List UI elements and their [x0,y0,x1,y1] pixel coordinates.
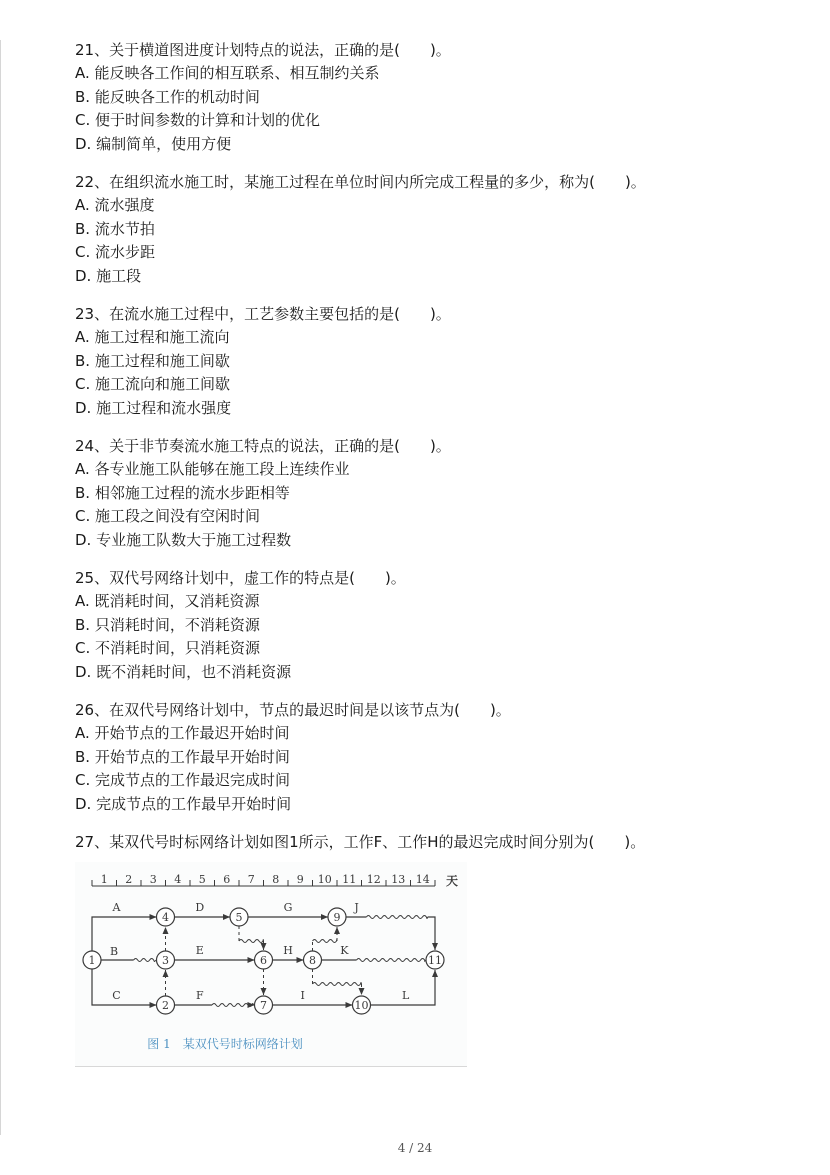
question-stem: 22、在组织流水施工时，某施工过程在单位时间内所完成工程量的多少，称为( )。 [75,173,646,191]
activity-b-float [134,959,156,962]
option-a: A. 能反映各工作间的相互联系、相互制约关系 [75,64,380,82]
activity-c-arrow [92,969,157,1005]
activity-label-l: L [401,989,410,1002]
activity-label-i: I [300,989,305,1002]
option-d: D. 既不消耗时间，也不消耗资源 [75,662,292,681]
time-scale-label: 3 [149,873,157,886]
dummy-8-10-float [313,983,362,986]
option-b: B. 相邻施工过程的流水步距相等 [75,483,290,502]
activity-label-b: B [110,945,119,958]
node-label-4: 4 [162,911,169,924]
activity-label-d: D [195,901,205,914]
option-c: C. 流水步距 [75,243,156,261]
question-22 [75,170,795,288]
time-unit-label: 天 [445,874,459,888]
option-d: D. 施工段 [75,266,142,285]
question-stem: 24、关于非节奏流水施工特点的说法，正确的是( )。 [75,437,451,455]
option-a: A. 流水强度 [75,196,155,214]
activity-label-c: C [112,989,121,1002]
time-scale-label: 7 [247,873,255,886]
option-a: A. 各专业施工队能够在施工段上连续作业 [75,460,350,478]
activity-a-arrow [92,917,157,951]
activity-label-f: F [195,989,204,1002]
question-23 [75,302,795,420]
figure-caption: 图 1 某双代号时标网络计划 [147,1037,303,1051]
activity-label-e: E [195,944,204,957]
activity-j-float [366,916,427,919]
time-scale-label: 4 [174,873,182,886]
activity-label-h: H [283,944,293,957]
option-c: C. 施工段之间没有空闲时间 [75,507,261,525]
node-label-10: 10 [354,999,369,1012]
time-scale-label: 11 [342,873,357,886]
option-a: A. 开始节点的工作最迟开始时间 [75,724,290,742]
page-number: 4 / 24 [397,1141,433,1155]
network-diagram [75,862,467,1066]
option-a: A. 施工过程和施工流向 [75,328,230,346]
node-label-9: 9 [333,911,341,924]
option-c: C. 施工流向和施工间歇 [75,375,231,393]
node-label-7: 7 [260,999,267,1012]
question-stem: 25、双代号网络计划中，虚工作的特点是( )。 [75,569,406,587]
option-d: D. 完成节点的工作最早开始时间 [75,794,292,813]
node-label-3: 3 [162,954,169,967]
question-stem: 27、某双代号时标网络计划如图1所示，工作F、工作H的最迟完成时间分别为( )。 [75,833,646,851]
option-d: D. 编制简单，使用方便 [75,134,232,153]
question-24 [75,434,795,552]
time-scale-label: 9 [296,873,304,886]
question-stem: 26、在双代号网络计划中，节点的最迟时间是以该节点为( )。 [75,701,511,719]
time-scale-label: 5 [198,873,206,886]
question-21 [75,38,795,156]
option-d: D. 施工过程和流水强度 [75,398,232,417]
network-diagram-figure [75,862,467,1067]
option-b: B. 只消耗时间，不消耗资源 [75,615,260,634]
time-scale-label: 1 [100,873,108,886]
activity-f-float [212,1004,253,1007]
activity-label-j: J [354,901,359,914]
dummy-5-6-float [239,940,264,943]
option-b: B. 开始节点的工作最早开始时间 [75,747,290,766]
option-c: C. 完成节点的工作最迟完成时间 [75,771,291,789]
activity-j-head [428,917,435,950]
node-label-2: 2 [162,999,169,1012]
time-scale-label: 14 [415,873,430,886]
question-27 [75,830,795,1067]
question-26 [75,698,795,816]
node-label-11: 11 [428,954,442,967]
activity-label-k: K [340,944,349,957]
time-scale-label: 10 [317,873,332,886]
option-b: B. 能反映各工作的机动时间 [75,87,260,106]
question-stem: 23、在流水施工过程中，工艺参数主要包括的是( )。 [75,305,451,323]
option-c: C. 便于时间参数的计算和计划的优化 [75,111,321,129]
dummy-8-9-float [313,940,338,943]
question-list [75,38,795,1081]
node-label-1: 1 [88,954,96,967]
time-scale-label: 8 [272,873,280,886]
option-b: B. 流水节拍 [75,219,155,238]
option-c: C. 不消耗时间，只消耗资源 [75,639,261,657]
question-stem: 21、关于横道图进度计划特点的说法，正确的是( )。 [75,41,451,59]
option-a: A. 既消耗时间，又消耗资源 [75,592,260,610]
time-scale-label: 2 [125,873,133,886]
option-b: B. 施工过程和施工间歇 [75,351,230,370]
node-label-8: 8 [309,954,316,967]
option-d: D. 专业施工队数大于施工过程数 [75,530,292,549]
page-left-border [0,40,1,1135]
time-scale-label: 13 [391,873,406,886]
node-label-6: 6 [260,954,267,967]
activity-label-a: A [112,901,121,914]
activity-label-g: G [283,901,293,914]
time-scale-label: 6 [223,873,231,886]
activity-k-float [357,959,425,962]
node-label-5: 5 [235,911,243,924]
time-scale-label: 12 [366,873,381,886]
question-25 [75,566,795,684]
